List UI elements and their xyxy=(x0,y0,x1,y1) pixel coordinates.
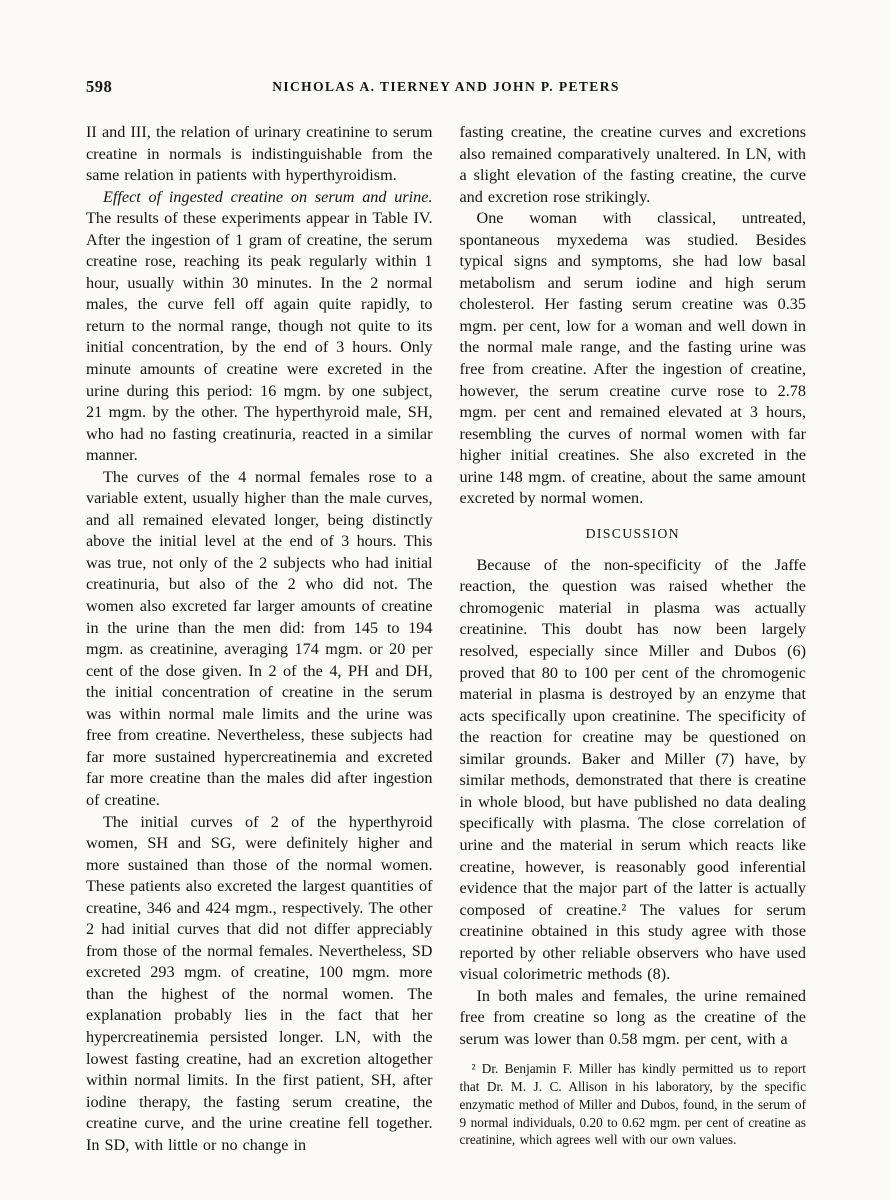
two-column-text-block xyxy=(86,122,806,1156)
paragraph-discussion-jaffe: Because of the non-specificity of the Jaffe reaction, the question was raised whether the chromogenic material in plasma was actually creatinine. This doubt has now been largely resolved, especially since Miller and Dubos (6) proved that 80 to 100 per cent of the chromogenic material in plasma is destroyed by an enzyme that acts specifically upon creatinine. The specificity of the reaction for creatine may be questioned on similar grounds. Baker and Miller (7) have, by similar methods, demonstrated that there is creatine in whole blood, but have published no data dealing specifically with plasma. The close correlation of urine and the material in serum which reacts like creatine, however, is reasonably good inferential evidence that the major part of the latter is actually composed of creatine.² The values for serum creatinine obtained in this study agree with those reported by other reliable observers who have used visual colorimetric methods (8). xyxy=(459,555,806,984)
paragraph-continuation-right: fasting creatine, the creatine curves and excretions also remained comparatively unaltered. In LN, with a slight elevation of the fasting creatine, the curve and excretion rose strikingly. xyxy=(459,123,806,206)
running-header-title: NICHOLAS A. TIERNEY AND JOHN P. PETERS xyxy=(272,79,620,94)
paragraph-myxedema-case: One woman with classical, untreated, spontaneous myxedema was studied. Besides typical signs and symptoms, she had low basal metabolism and serum iodine and high serum cholesterol. Her fasting serum creatine was 0.35 mgm. per cent, low for a woman and well down in the normal male range, and the fasting urine was free from creatine. After the ingestion of creatine, however, the serum creatine curve rose to 2.78 mgm. per cent and remained elevated at 3 hours, resembling the curves of normal women with far higher initial creatines. She also excreted in the urine 148 mgm. of creatine, about the same amount excreted by normal women. xyxy=(459,209,806,508)
right-column xyxy=(460,122,807,1156)
paragraph-female-curves: The curves of the 4 normal females rose to a variable extent, usually higher than the male curves, and all remained elevated longer, being distinctly above the initial level at the end of 3 hours. This was true, not only of the 2 subjects who had initial creatinuria, but also of the 2 who did not. The women also excreted far larger amounts of creatine in the urine than the men did: from 145 to 194 mgm. as creatinine, averaging 174 mgm. or 20 per cent of the dose given. In 2 of the 4, PH and DH, the initial concentration of creatine in the serum was within normal male limits and the urine was free from creatine. Nevertheless, these subjects had far more sustained hypercreatinemia and excreted far more creatine than the males did after ingestion of creatine. xyxy=(86,467,433,809)
section-heading-discussion: DISCUSSION xyxy=(585,525,680,541)
paragraph-effect-body: The results of these experiments appear in Table IV. After the ingestion of 1 gram of creatine, the serum creatine rose, reaching its peak regularly within 1 hour, usually within 30 minutes. In the 2 normal males, the curve fell off again quite rapidly, to return to the normal range, though not quite to its initial concentration, by the end of 3 hours. Only minute amounts of creatine were excreted in the urine during this period: 16 mgm. by one subject, 21 mgm. by the other. The hyperthyroid male, SH, who had no fasting creatinuria, reacted in a similar manner. xyxy=(86,209,433,465)
page-number: 598 xyxy=(86,77,113,96)
paragraph-effect-of-ingested-creatine xyxy=(86,187,433,467)
paragraph-hyperthyroid-women: The initial curves of 2 of the hyperthyroid women, SH and SG, were definitely higher and more sustained than those of the normal women. These patients also excreted the largest quantities of creatine, 346 and 424 mgm., respectively. The other 2 had initial curves that did not differ appreciably from those of the normal females. Nevertheless, SD excreted 293 mgm. of creatine, 100 mgm. more than the highest of the normal women. The explanation probably lies in the fact that her hypercreatinemia persisted longer. LN, with the lowest fasting creatine, had an excretion altogether within normal limits. In the first patient, SH, after iodine therapy, the fasting serum creatine, the creatine curve, and the urine creatine fell together. In SD, with little or no change in xyxy=(86,812,433,1154)
paragraph-discussion-urine-free: In both males and females, the urine remained free from creatine so long as the creatine of the serum was lower than 0.58 mgm. per cent, with a xyxy=(459,986,806,1048)
footnote-miller-allison: ² Dr. Benjamin F. Miller has kindly permitted us to report that Dr. M. J. C. Allison in his laboratory, by the specific enzymatic method of Miller and Dubos, found, in the serum of 9 normal individuals, 0.20 to 0.62 mgm. per cent of creatine as creatinine, which agrees well with our own values. xyxy=(459,1061,806,1148)
page-header xyxy=(86,76,806,98)
left-column xyxy=(86,122,433,1156)
paragraph-continuation: II and III, the relation of urinary creatinine to serum creatine in normals is indistinguishable from the same relation in patients with hyperthyroidism. xyxy=(86,123,433,185)
italic-lead-in: Effect of ingested creatine on serum and urine. xyxy=(103,187,433,206)
